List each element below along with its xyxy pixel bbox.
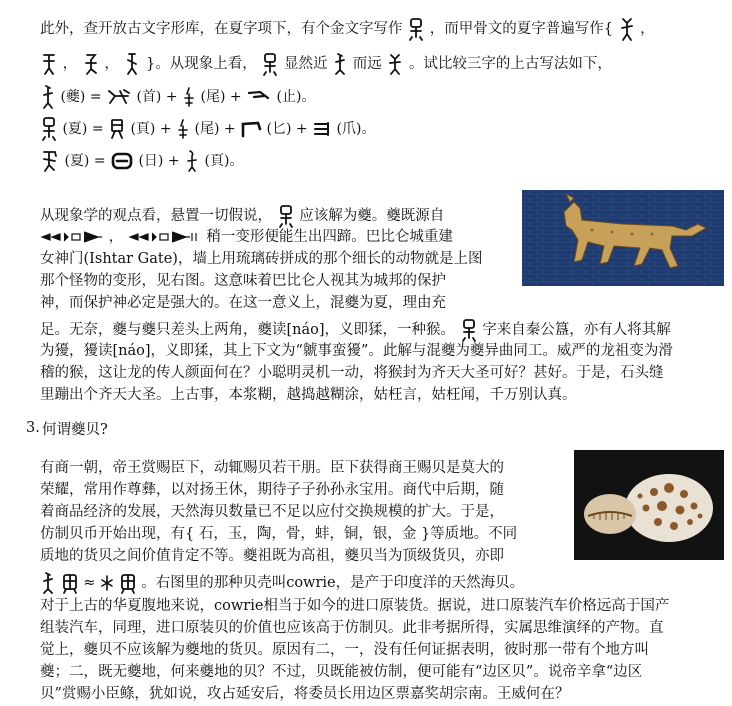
paragraph-line: 仿制贝币开始出现，有{ 石，玉，陶，骨，蚌，铜，银，金 }等质地。不同 (40, 526, 518, 542)
stop-glyph-icon (246, 89, 272, 105)
text-run: }。从现象上看， (146, 56, 257, 72)
paragraph-line: 对于上古的华夏腹地来说，cowrie相当于如今的进口原装货。据说，进口原装汽车价格远高于国产 (40, 598, 670, 614)
paragraph-line: 有商一朝，帝王赏赐臣下，动辄赐贝若干朋。臣下获得商王赐贝是莫大的 (40, 460, 504, 476)
text-run: 显然近 (284, 56, 328, 72)
paragraph-line (40, 571, 524, 595)
paragraph-line: 组装汽车，同理，进口原装贝的价值也应该高于仿制贝。此非考据所得，实属思维演绎的产物。直 (40, 620, 664, 636)
cowrie-shell-photo (574, 450, 724, 560)
paragraph-line: 觉上，夔贝不应该解为夔地的货贝。原因有二，一，没有任何证据表明，彼时那一带有个地方叫 (40, 642, 649, 658)
ishtar-gate-photo (522, 190, 724, 286)
paragraph-line: 那个怪物的变形，见右图。这意味着巴比仑人视其为城邦的保护 (40, 273, 446, 289)
text-run: ，而甲骨文的夏字普遍写作{ (429, 21, 613, 37)
formula-part: (爪)。 (336, 121, 376, 137)
formula-part: (尾) + (200, 89, 242, 105)
formula-lhs: (夏) = (64, 153, 106, 169)
sun-glyph-icon (110, 151, 134, 171)
text-run: ， (108, 229, 124, 245)
text-run: 此外，查开放古文字形库，在夏字项下，有个金文字写作 (40, 21, 403, 37)
section-number: 3. (26, 420, 40, 436)
paragraph-line: 为獶，獶读[náo]，义即猱，其上下文为“虩事蛮獶”。此解与混夔为夔异曲同工。威严的龙祖变为滑 (40, 343, 673, 359)
claw-glyph-icon (312, 120, 332, 138)
text-run: 。试比较三字的上古写法如下， (408, 56, 612, 72)
text-run: ， (104, 56, 119, 72)
ishtar-gate-image (522, 190, 724, 286)
formula-part: (尾) + (194, 121, 236, 137)
tail-glyph-icon (182, 86, 196, 108)
page-glyph-icon (184, 149, 200, 173)
bronze-xia-glyph-icon (40, 116, 58, 142)
section-heading: 何谓夔贝? (42, 422, 108, 438)
text-run: 稍一变形便能生出四蹄。巴比仑城重建 (206, 229, 453, 245)
formula-kui (40, 84, 315, 110)
formula-part: (止)。 (276, 89, 316, 105)
text-run: 应该解为夔。夔既源自 (299, 208, 445, 224)
paragraph-line: 夔；二，既无夔地，何来夔地的贝？不过，贝既能被仿制，便可能有“边区贝”。说帝辛拿“边区 (40, 664, 643, 680)
oracle-xia-glyph-icon (40, 52, 58, 76)
paragraph-line: 荣耀，常用作尊彝，以对扬王休，期待子子孙孙永宝用。商代中后期，随 (40, 482, 504, 498)
text-run: 从现象学的观点看，悬置一切假说， (40, 208, 272, 224)
paragraph-line (40, 204, 444, 228)
text-run: 而远 (352, 56, 382, 72)
bronze-xia-glyph-icon (261, 52, 279, 76)
tail-glyph-icon (176, 118, 190, 140)
kui-glyph-icon (332, 52, 348, 76)
paragraph-line (40, 318, 671, 342)
paragraph-line (40, 227, 453, 247)
shell-glyph-icon (61, 572, 79, 594)
text-run: 。右图里的那种贝壳叫cowrie，是产于印度洋的天然海贝。 (141, 575, 525, 591)
head-glyph-icon (106, 87, 132, 107)
paragraph-line (40, 52, 612, 76)
formula-xia-2 (40, 148, 243, 174)
formula-part: (頁) + (130, 121, 172, 137)
star-glyph-icon (100, 574, 114, 592)
formula-lhs: (夏) = (62, 121, 104, 137)
page-glyph-icon (108, 117, 126, 141)
formula-part: (日) + (138, 153, 180, 169)
oracle-xia-glyph-icon (82, 52, 100, 76)
kui-glyph-icon (40, 571, 56, 595)
kui-glyph-icon (40, 84, 56, 110)
oracle-xia-glyph-icon (618, 16, 636, 42)
formula-xia-1 (40, 116, 375, 142)
formula-lhs: (夔) = (60, 89, 102, 105)
paragraph-line: 里蹦出个齐天大圣。上古事，本浆糊，越捣越糊涂，姑枉言，姑枉闻，千万别认真。 (40, 387, 577, 403)
oracle-xia-glyph-icon (123, 52, 141, 76)
text-run: 足。无奈，夔与夔只差头上两角，夔读[náo]，义即猱，一种猴。 (40, 322, 456, 338)
shell-glyph-icon (119, 572, 137, 594)
paragraph-line: 女神门(Ishtar Gate)，墙上用琉璃砖拼成的那个细长的动物就是上图 (40, 251, 483, 267)
paragraph-line: 稽的猴，这让龙的传人颜面何在？小聪明灵机一动，将猴封为齐天大圣可好？甚好。于是，石头缝 (40, 365, 664, 381)
oracle-xia-glyph-icon (386, 52, 404, 76)
paragraph-line: 质地的货贝之间价值肯定不等。夔祖既为高祖，夔贝当为顶级货贝，亦即 (40, 548, 504, 564)
formula-part: (首) + (136, 89, 178, 105)
paragraph-line: 贝”赏赐小臣鲦，犹如说，攻占延安后，将委员长用边区票嘉奖胡宗南。王威何在？ (40, 686, 570, 702)
text-run: ， (640, 21, 655, 37)
formula-part: (頁)。 (204, 153, 244, 169)
paragraph-line: 神，而保护神必定是强大的。在这一意义上，混夔为夏，理由充 (40, 295, 446, 311)
spoon-glyph-icon (240, 119, 262, 139)
oracle-xia-glyph-icon (40, 148, 60, 174)
paragraph-line (40, 16, 655, 42)
formula-part: (匕) + (266, 121, 308, 137)
paragraph-line: 着商品经济的发展，天然海贝数量已不足以应付交换规模的扩大。于是， (40, 504, 504, 520)
text-run: ， (62, 56, 78, 72)
bronze-xia-glyph-icon (460, 318, 478, 342)
bronze-xia-glyph-icon (277, 204, 295, 228)
cuneiform-sign-icon (40, 229, 104, 245)
cuneiform-sign-icon (128, 229, 202, 245)
text-run: ≈ (83, 575, 96, 591)
text-run: 字来自秦公簋，亦有人将其解 (482, 322, 671, 338)
cowrie-shell-image (574, 450, 724, 560)
bronze-xia-glyph-icon (407, 17, 425, 41)
